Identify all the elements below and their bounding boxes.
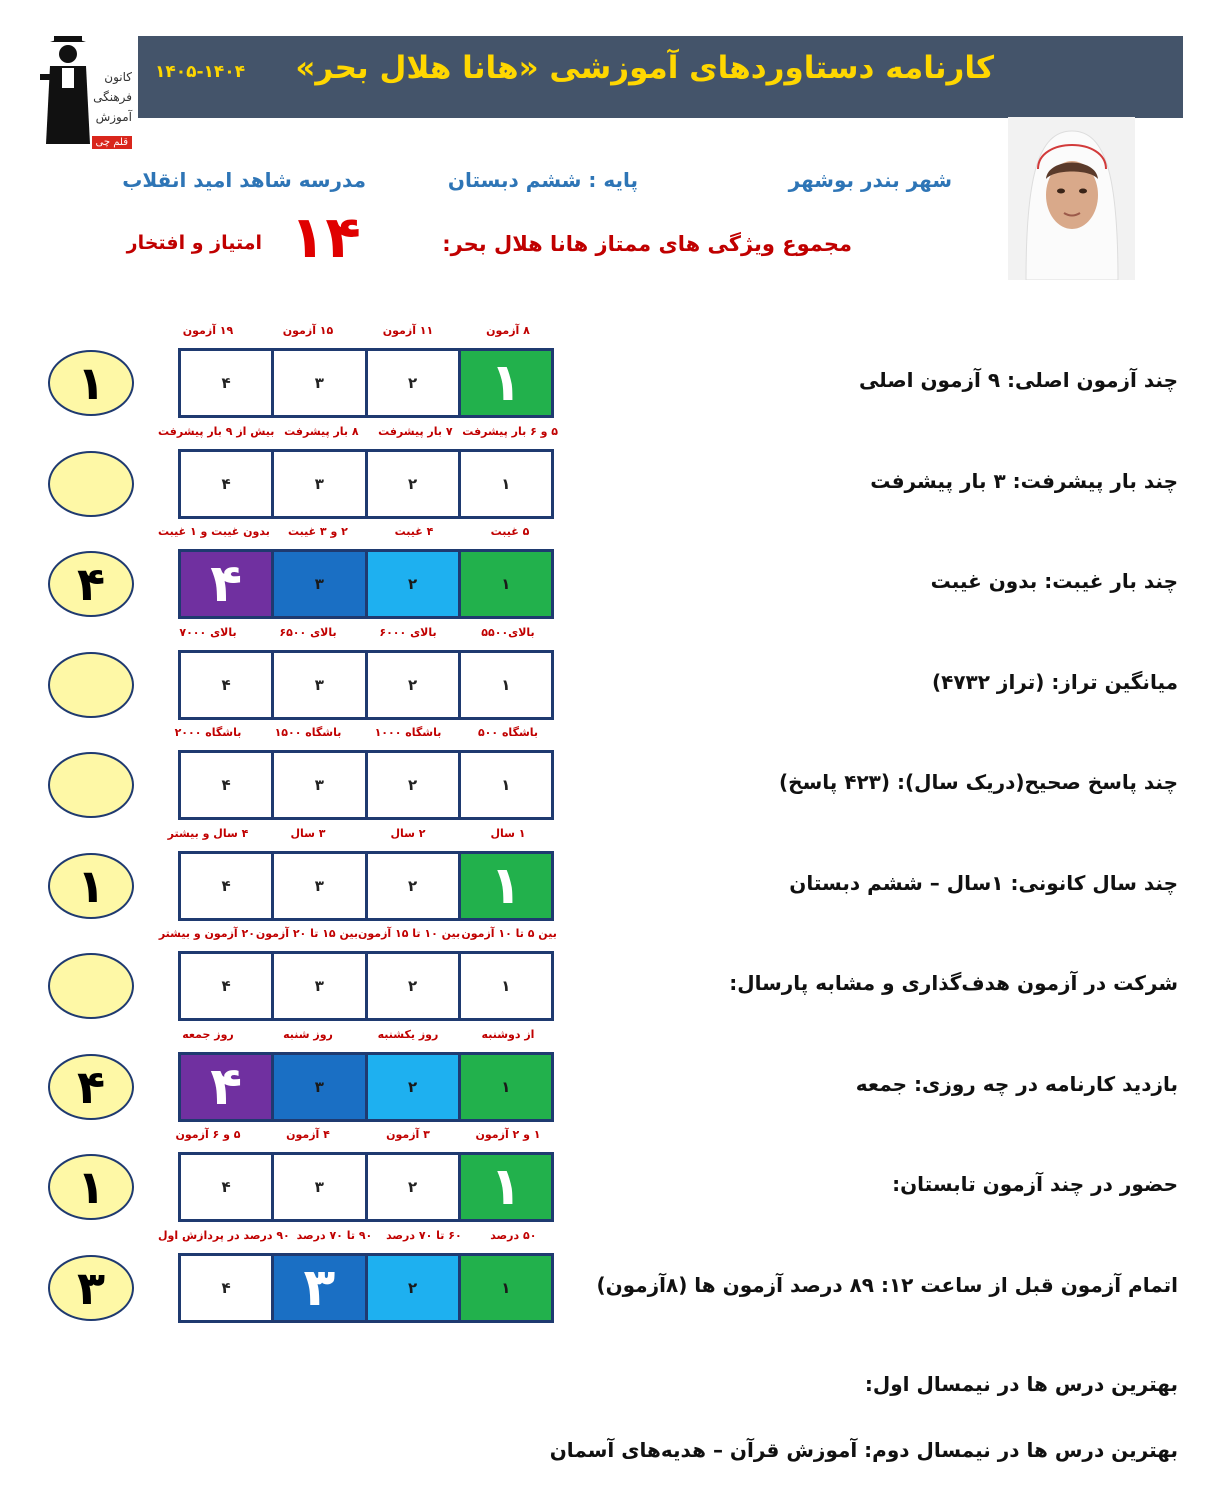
level-label: ۸ آزمون xyxy=(486,324,530,337)
level-cell: ۳ xyxy=(274,1055,367,1119)
level-grid xyxy=(178,449,554,519)
level-cell: ۲ xyxy=(368,1155,461,1219)
level-cell: ۴ xyxy=(181,1055,274,1119)
level-cell: ۳ xyxy=(274,854,367,918)
level-label: باشگاه ۲۰۰۰ xyxy=(174,726,242,739)
best-subjects-term-2: بهترین درس ها در نیمسال دوم: آموزش قرآن – هدیه‌های آسمان xyxy=(549,1438,1178,1462)
level-label: روز جمعه xyxy=(182,1028,234,1041)
city-label: شهر بندر بوشهر xyxy=(788,168,952,192)
level-cell: ۲ xyxy=(368,351,461,415)
level-cell: ۴ xyxy=(181,954,274,1018)
level-cell: ۳ xyxy=(274,1256,367,1320)
level-cell: ۱ xyxy=(461,1055,551,1119)
level-cell: ۱ xyxy=(461,854,551,918)
level-label: ۳ آزمون xyxy=(386,1128,430,1141)
row-level-labels xyxy=(158,1229,558,1247)
level-cell: ۱ xyxy=(461,1155,551,1219)
criterion-label: چند آزمون اصلی: ۹ آزمون اصلی xyxy=(858,368,1178,392)
level-grid xyxy=(178,549,554,619)
criterion-label: چند بار غیبت: بدون غیبت xyxy=(930,569,1178,593)
level-label: ۷ بار پیشرفت xyxy=(378,425,453,438)
logo-line-2: فرهنگی xyxy=(93,90,132,104)
level-grid xyxy=(178,951,554,1021)
logo-badge: قلم چی xyxy=(92,136,132,149)
level-cell: ۴ xyxy=(181,552,274,616)
level-cell: ۳ xyxy=(274,552,367,616)
academic-years: ۱۴۰۵-۱۴۰۴ xyxy=(155,62,246,82)
level-label: ۹۰ درصد در پردازش اول xyxy=(158,1229,290,1242)
score-oval xyxy=(48,451,134,517)
level-label: ۲۰ آزمون و بیشتر xyxy=(158,927,255,940)
level-label: ۴ آزمون xyxy=(286,1128,330,1141)
level-grid xyxy=(178,851,554,921)
level-label: ۱۹ آزمون xyxy=(182,324,234,337)
level-cell: ۱ xyxy=(461,552,551,616)
criterion-label: شرکت در آزمون هدف‌گذاری و مشابه پارسال: xyxy=(729,971,1178,995)
level-cell: ۱ xyxy=(461,1256,551,1320)
level-label: بین ۵ تا ۱۰ آزمون xyxy=(461,927,557,940)
level-cell: ۲ xyxy=(368,954,461,1018)
level-cell: ۱ xyxy=(461,753,551,817)
level-label: ۶۰ تا ۷۰ درصد xyxy=(386,1229,462,1242)
row-level-labels xyxy=(158,927,558,945)
level-label: ۱ و ۲ آزمون xyxy=(475,1128,541,1141)
level-cell: ۳ xyxy=(274,653,367,717)
school-label: مدرسه شاهد امید انقلاب xyxy=(122,168,366,192)
level-label: ۱۱ آزمون xyxy=(382,324,434,337)
level-cell: ۱ xyxy=(461,351,551,415)
criterion-label: حضور در چند آزمون تابستان: xyxy=(892,1172,1178,1196)
row-level-labels xyxy=(158,626,558,644)
level-label: ۴ سال و بیشتر xyxy=(167,827,249,840)
score-oval: ۱ xyxy=(48,350,134,416)
level-label: بالای ۷۰۰۰ xyxy=(179,626,237,639)
level-label: باشگاه ۱۰۰۰ xyxy=(374,726,442,739)
row-level-labels xyxy=(158,1028,558,1046)
level-cell: ۱ xyxy=(461,653,551,717)
score-oval: ۴ xyxy=(48,551,134,617)
level-cell: ۳ xyxy=(274,753,367,817)
level-label: ۴ غیبت xyxy=(394,525,434,538)
level-cell: ۳ xyxy=(274,452,367,516)
row-level-labels xyxy=(158,425,558,443)
level-label: ۵ و ۶ بار پیشرفت xyxy=(462,425,558,438)
student-photo xyxy=(1008,117,1135,280)
level-label: ۳ سال xyxy=(290,827,326,840)
level-cell: ۲ xyxy=(368,753,461,817)
row-level-labels xyxy=(158,324,558,342)
level-label: روز یکشنبه xyxy=(377,1028,439,1041)
level-cell: ۳ xyxy=(274,1155,367,1219)
criterion-label: چند سال کانونی: ۱سال – ششم دبستان xyxy=(789,871,1178,895)
level-cell: ۴ xyxy=(181,351,274,415)
level-cell: ۱ xyxy=(461,452,551,516)
level-label: روز شنبه xyxy=(283,1028,333,1041)
level-label: بالای ۶۰۰۰ xyxy=(379,626,437,639)
level-label: ۱ سال xyxy=(490,827,526,840)
score-oval xyxy=(48,953,134,1019)
level-label: ۲ و ۳ غیبت xyxy=(287,525,348,538)
criterion-label: چند پاسخ صحیح(دریک سال): (۴۲۳ پاسخ) xyxy=(779,770,1178,794)
level-label: ۵ و ۶ آزمون xyxy=(175,1128,241,1141)
criterion-label: اتمام آزمون قبل از ساعت ۱۲: ۸۹ درصد آزمون ها (۸آزمون) xyxy=(596,1273,1178,1297)
level-cell: ۲ xyxy=(368,653,461,717)
level-label: ۲ سال xyxy=(390,827,426,840)
level-cell: ۴ xyxy=(181,854,274,918)
criterion-label: میانگین تراز: (تراز ۴۷۳۲) xyxy=(932,670,1178,694)
score-oval: ۱ xyxy=(48,853,134,919)
level-label: ۵ غیبت xyxy=(490,525,530,538)
logo-line-3: آموزش xyxy=(95,110,132,124)
level-label: بالای۵۵۰۰ xyxy=(481,626,535,639)
level-cell: ۲ xyxy=(368,1055,461,1119)
level-label: باشگاه ۵۰۰ xyxy=(477,726,539,739)
row-level-labels xyxy=(158,1128,558,1146)
level-cell: ۲ xyxy=(368,552,461,616)
level-grid xyxy=(178,750,554,820)
level-label: بدون غیبت و ۱ غیبت xyxy=(158,525,270,538)
level-label: ۹۰ تا ۷۰ درصد xyxy=(296,1229,373,1242)
score-oval: ۳ xyxy=(48,1255,134,1321)
level-grid xyxy=(178,650,554,720)
level-cell: ۳ xyxy=(274,351,367,415)
level-label: ۸ بار پیشرفت xyxy=(284,425,359,438)
level-cell: ۴ xyxy=(181,753,274,817)
level-label: بین ۱۰ تا ۱۵ آزمون xyxy=(358,927,461,940)
summary-unit: امتیاز و افتخار xyxy=(126,232,262,254)
level-label: از دوشنبه xyxy=(481,1028,535,1041)
level-label: باشگاه ۱۵۰۰ xyxy=(274,726,342,739)
grade-label: پایه : ششم دبستان xyxy=(447,168,638,192)
level-cell: ۲ xyxy=(368,854,461,918)
level-cell: ۱ xyxy=(461,954,551,1018)
level-label: بالای ۶۵۰۰ xyxy=(279,626,337,639)
level-grid xyxy=(178,1052,554,1122)
level-label: بین ۱۵ تا ۲۰ آزمون xyxy=(255,927,358,940)
level-cell: ۳ xyxy=(274,954,367,1018)
row-level-labels xyxy=(158,827,558,845)
level-cell: ۴ xyxy=(181,452,274,516)
level-cell: ۴ xyxy=(181,1256,274,1320)
summary-label: مجموع ویژگی های ممتاز هانا هلال بحر: xyxy=(442,232,852,256)
level-grid xyxy=(178,1253,554,1323)
level-cell: ۲ xyxy=(368,452,461,516)
score-oval: ۴ xyxy=(48,1054,134,1120)
score-oval xyxy=(48,652,134,718)
page-title: کارنامه دستاوردهای آموزشی «هانا هلال بحر» xyxy=(295,50,994,86)
criterion-label: چند بار پیشرفت: ۳ بار پیشرفت xyxy=(870,469,1178,493)
level-grid xyxy=(178,1152,554,1222)
level-grid xyxy=(178,348,554,418)
row-level-labels xyxy=(158,525,558,543)
row-level-labels xyxy=(158,726,558,744)
graduate-figure-icon xyxy=(40,34,92,152)
level-cell: ۴ xyxy=(181,1155,274,1219)
level-label: ۱۵ آزمون xyxy=(282,324,334,337)
logo-line-1: کانون xyxy=(104,70,132,84)
score-oval: ۱ xyxy=(48,1154,134,1220)
level-cell: ۲ xyxy=(368,1256,461,1320)
level-cell: ۴ xyxy=(181,653,274,717)
criterion-label: بازدید کارنامه در چه روزی: جمعه xyxy=(855,1072,1178,1096)
level-label: بیش از ۹ بار پیشرفت xyxy=(158,425,275,438)
best-subjects-term-1: بهترین درس ها در نیمسال اول: xyxy=(864,1372,1178,1396)
kanoon-logo xyxy=(40,34,136,152)
score-oval xyxy=(48,752,134,818)
summary-score: ۱۴ xyxy=(290,203,361,271)
level-label: ۵۰ درصد xyxy=(490,1229,537,1242)
